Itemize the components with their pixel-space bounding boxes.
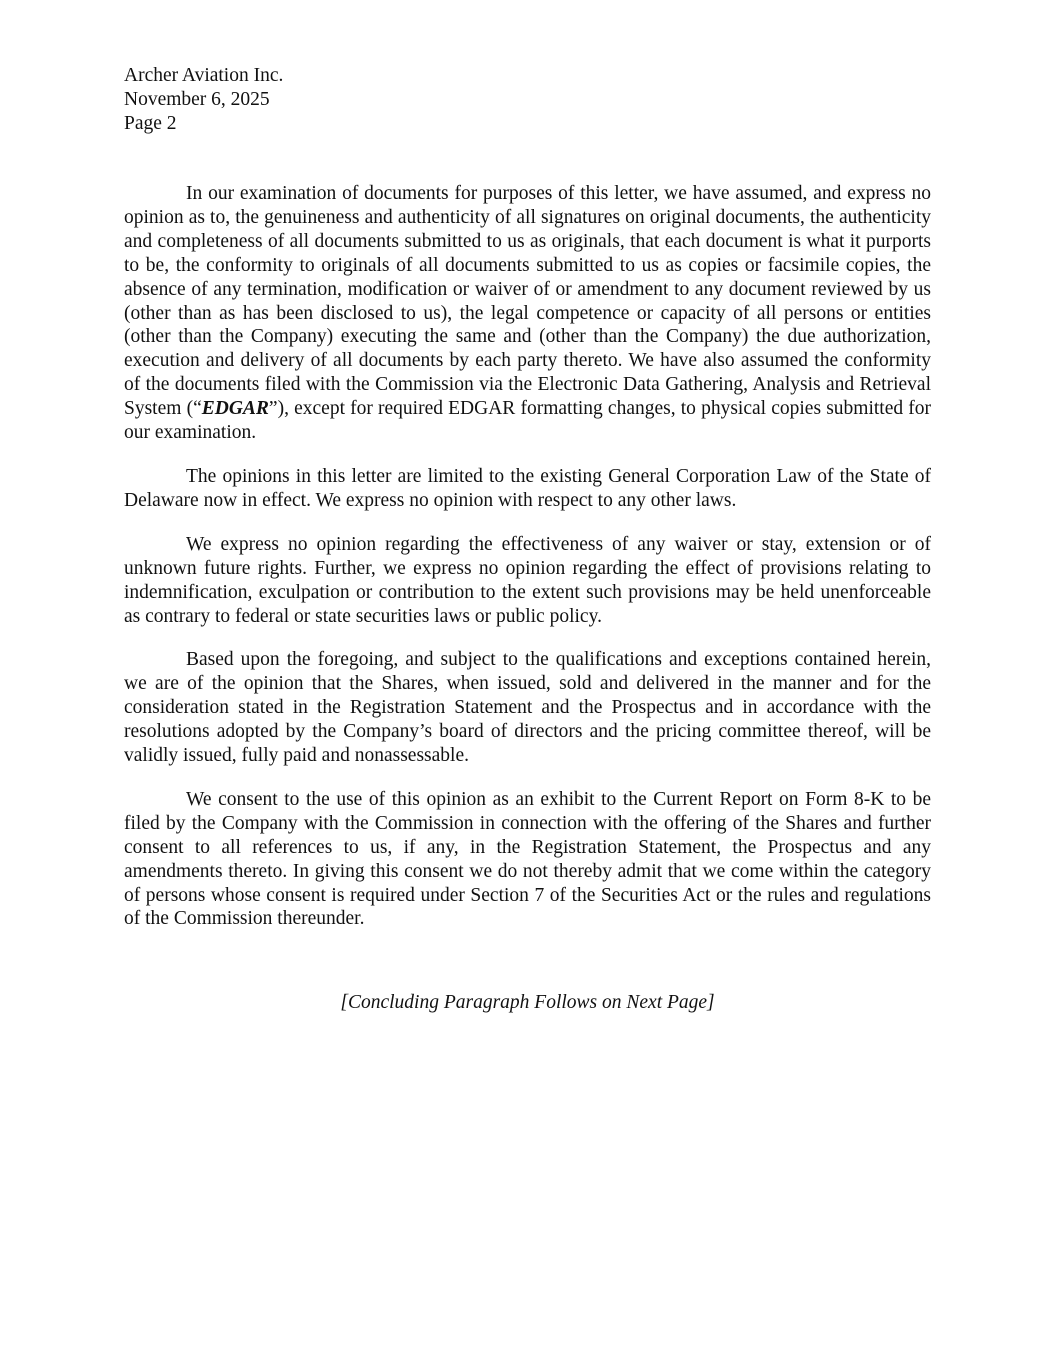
paragraph-assumptions-text: In our examination of documents for purposes of this letter, we have assumed, and express no opinion as to, the genuineness and authenticity of all signatures on original documents, the authenticity and completeness of all documents submitted to us as originals, that each document is what it purports to be, the conformity to originals of all documents submitted to us as copies or facsimile copies, the absence of any termination, modification or waiver of or amendment to any document reviewed by us (other than as has been disclosed to us), the legal competence or capacity of all persons or entities (other than the Company) executing the same and (other than the Company) the due authorization, execution and delivery of all documents by each party thereto. We have also assumed the conformity of the documents filed with the Commission via the Electronic Data Gathering, Analysis and Retrieval System (“: [124, 183, 931, 420]
paragraph-consent: We consent to the use of this opinion as an exhibit to the Current Report on Form 8-K to be filed by the Company with the Commission in connection with the offering of the Shares and further consent to all references to us, if any, in the Registration Statement, the Prospectus and any amendments thereto. In giving this consent we do not thereby admit that we come within the category of persons whose consent is required under Section 7 of the Securities Act or the rules and regulations of the Commission thereunder.: [124, 788, 931, 930]
page-number: Page 2: [124, 113, 177, 134]
letter-date: November 6, 2025: [124, 89, 270, 110]
paragraph-assumptions-text-end: ”), except for required EDGAR formatting changes, to physical copies submitted for our examination.: [124, 398, 931, 444]
continuation-note: [Concluding Paragraph Follows on Next Page]: [340, 992, 715, 1013]
paragraph-opinion: Based upon the foregoing, and subject to the qualifications and exceptions contained herein, we are of the opinion that the Shares, when issued, sold and delivered in the manner and for the consideration stated in the Registration Statement and the Prospectus and in accordance with the resolutions adopted by the Company’s board of directors and the pricing committee thereof, will be validly issued, fully paid and nonassessable.: [124, 649, 931, 767]
letter-header: [124, 64, 283, 136]
paragraph-assumptions: [124, 182, 931, 445]
paragraph-governing-law: The opinions in this letter are limited to the existing General Corporation Law of the State of Delaware now in effect. We express no opinion with respect to any other laws.: [124, 465, 931, 511]
addressee-company: Archer Aviation Inc.: [124, 65, 284, 86]
defined-term-edgar: EDGAR: [201, 398, 269, 420]
letter-body: [124, 182, 931, 951]
paragraph-exclusions: We express no opinion regarding the effectiveness of any waiver or stay, extension or of unknown future rights. Further, we express no opinion regarding the effect of provisions relating to indemnification, exculpation or contribution to the extent such provisions may be held unenforceable as contrary to federal or state securities laws or public policy.: [124, 533, 931, 627]
